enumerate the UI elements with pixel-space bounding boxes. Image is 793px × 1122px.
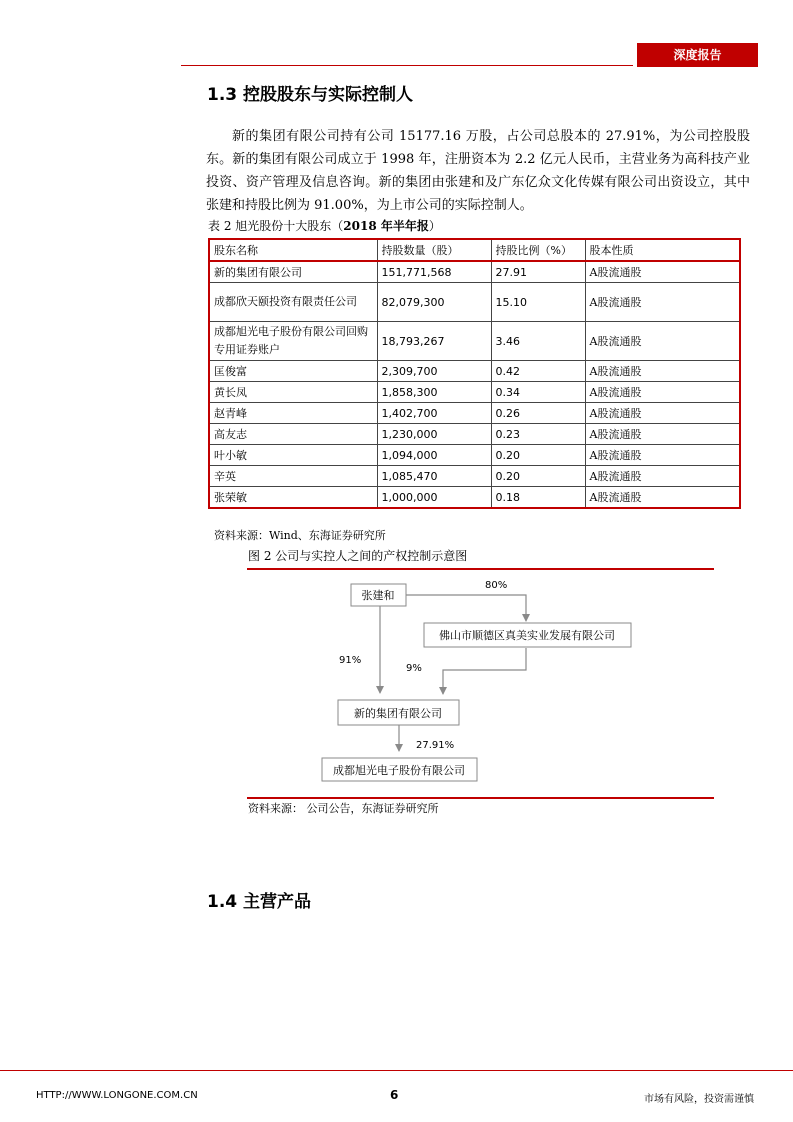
holder-name: 高友志 xyxy=(209,424,377,445)
footer-rule xyxy=(0,1070,793,1071)
table-row xyxy=(209,403,740,424)
table-source-note: 资料来源：Wind、东海证券研究所 xyxy=(214,529,386,542)
edge-label-27-91: 27.91% xyxy=(416,740,455,751)
holder-shares: 1,402,700 xyxy=(377,403,491,424)
node-controller-label: 张建和 xyxy=(361,589,395,602)
share-type: A股流通股 xyxy=(585,424,740,445)
section-heading-1-3: 1.3 控股股东与实际控制人 xyxy=(207,85,414,105)
ownership-diagram xyxy=(247,570,714,796)
edge-label-9: 9% xyxy=(406,663,422,674)
section-paragraph xyxy=(206,125,750,217)
table-row xyxy=(209,487,740,509)
edge-controller-foshan xyxy=(405,595,526,621)
column-header: 股本性质 xyxy=(585,239,740,261)
holder-name: 黄长凤 xyxy=(209,382,377,403)
page-number: 6 xyxy=(390,1088,399,1102)
holder-name: 张荣敏 xyxy=(209,487,377,509)
holder-shares: 2,309,700 xyxy=(377,361,491,382)
table-caption-prefix: 表 2 旭光股份十大股东（ xyxy=(208,219,344,233)
table-row xyxy=(209,322,740,361)
holder-name: 叶小敏 xyxy=(209,445,377,466)
holder-shares: 1,858,300 xyxy=(377,382,491,403)
table-row xyxy=(209,361,740,382)
holder-shares: 1,230,000 xyxy=(377,424,491,445)
header-rule xyxy=(181,65,633,66)
holder-name: 成都欣天颐投资有限责任公司 xyxy=(209,283,377,322)
share-type: A股流通股 xyxy=(585,403,740,424)
share-type: A股流通股 xyxy=(585,487,740,509)
node-controller xyxy=(351,584,406,606)
holder-shares: 82,079,300 xyxy=(377,283,491,322)
holder-name: 辛英 xyxy=(209,466,377,487)
holder-shares: 18,793,267 xyxy=(377,322,491,361)
holder-ratio: 3.46 xyxy=(491,322,585,361)
node-xuguang-label: 成都旭光电子股份有限公司 xyxy=(333,764,465,777)
holder-shares: 1,085,470 xyxy=(377,466,491,487)
table-caption xyxy=(208,217,441,235)
shareholders-table xyxy=(208,238,741,509)
holder-ratio: 0.20 xyxy=(491,466,585,487)
holder-ratio: 27.91 xyxy=(491,261,585,283)
risk-disclaimer: 市场有风险，投资需谨慎 xyxy=(644,1094,754,1105)
holder-name: 赵青峰 xyxy=(209,403,377,424)
table-row xyxy=(209,283,740,322)
table-row xyxy=(209,261,740,283)
holder-ratio: 0.42 xyxy=(491,361,585,382)
holder-ratio: 0.23 xyxy=(491,424,585,445)
footer-url[interactable]: HTTP://WWW.LONGONE.COM.CN xyxy=(36,1090,198,1101)
edge-foshan-xinde xyxy=(443,648,526,694)
paragraph-text: 新的集团有限公司持有公司 15177.16 万股，占公司总股本的 27.91%，为公司控股股东。新的集团有限公司成立于 1998 年，注册资本为 2.2 亿元人民币，主营业务为高科技产业投资、资产管理及信息咨询。新的集团由张建和及广东亿众文化传媒有限公司出资设立，其中张建和持股比例为 91.00%，为上市公司的实际控制人。 xyxy=(206,129,750,213)
section-heading-1-4: 1.4 主营产品 xyxy=(207,892,312,912)
holder-shares: 1,000,000 xyxy=(377,487,491,509)
edge-label-80: 80% xyxy=(485,580,508,591)
table-row xyxy=(209,424,740,445)
table-caption-suffix: ） xyxy=(428,219,441,233)
share-type: A股流通股 xyxy=(585,382,740,403)
holder-ratio: 0.26 xyxy=(491,403,585,424)
holder-ratio: 0.18 xyxy=(491,487,585,509)
share-type: A股流通股 xyxy=(585,261,740,283)
table-caption-period: 2018 年半年报 xyxy=(343,219,429,233)
share-type: A股流通股 xyxy=(585,283,740,322)
share-type: A股流通股 xyxy=(585,361,740,382)
node-foshan-label: 佛山市顺德区真美实业发展有限公司 xyxy=(439,629,615,642)
holder-ratio: 0.20 xyxy=(491,445,585,466)
table-row xyxy=(209,382,740,403)
node-xuguang xyxy=(322,758,477,781)
table-header-row xyxy=(209,239,740,261)
node-foshan xyxy=(424,623,631,647)
holder-name: 新的集团有限公司 xyxy=(209,261,377,283)
holder-shares: 151,771,568 xyxy=(377,261,491,283)
holder-shares: 1,094,000 xyxy=(377,445,491,466)
node-xinde-label: 新的集团有限公司 xyxy=(354,707,442,720)
table-row xyxy=(209,466,740,487)
column-header: 持股数量（股） xyxy=(377,239,491,261)
node-xinde xyxy=(338,700,459,725)
figure-source-note: 资料来源： 公司公告，东海证券研究所 xyxy=(248,802,439,815)
column-header: 股东名称 xyxy=(209,239,377,261)
figure-bottom-rule xyxy=(247,797,714,799)
column-header: 持股比例（%） xyxy=(491,239,585,261)
report-type-badge: 深度报告 xyxy=(637,43,758,67)
holder-name: 成都旭光电子股份有限公司回购专用证券账户 xyxy=(209,322,377,361)
table-row xyxy=(209,445,740,466)
share-type: A股流通股 xyxy=(585,445,740,466)
holder-name: 匡俊富 xyxy=(209,361,377,382)
holder-ratio: 15.10 xyxy=(491,283,585,322)
holder-ratio: 0.34 xyxy=(491,382,585,403)
share-type: A股流通股 xyxy=(585,466,740,487)
share-type: A股流通股 xyxy=(585,322,740,361)
edge-label-91: 91% xyxy=(339,655,362,666)
figure-caption: 图 2 公司与实控人之间的产权控制示意图 xyxy=(248,549,468,563)
